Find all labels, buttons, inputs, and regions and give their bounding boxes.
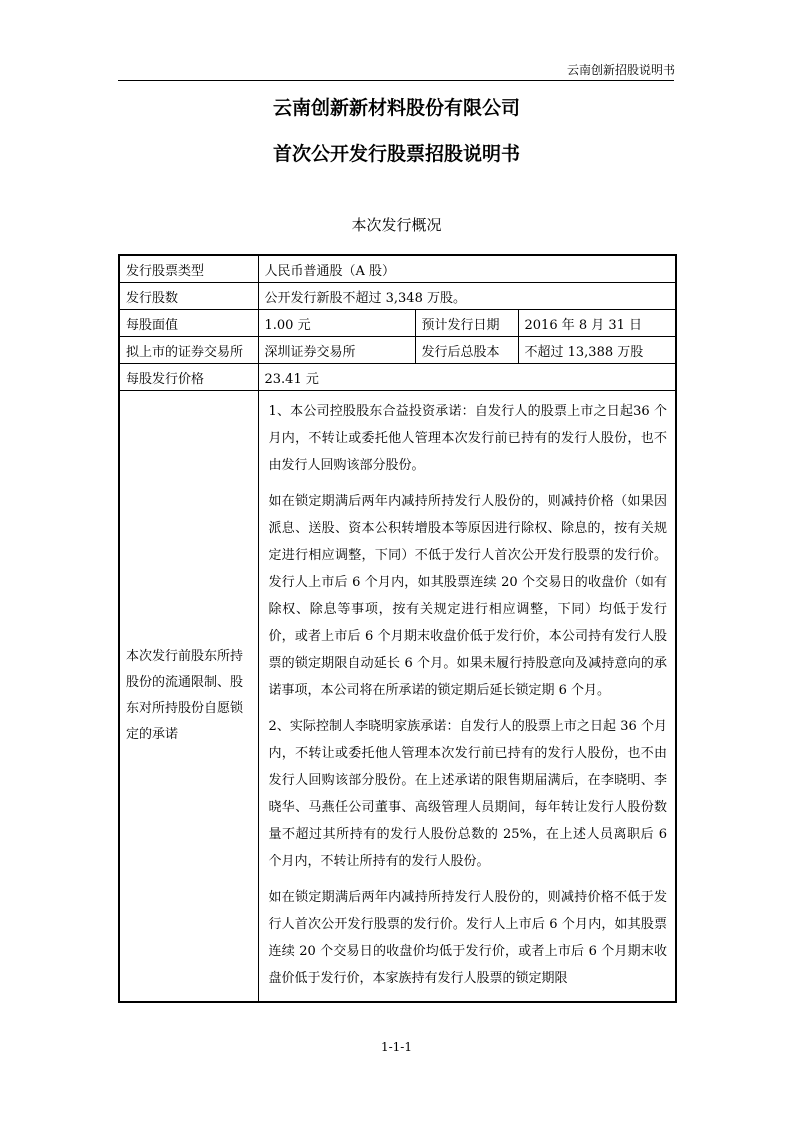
row-label: 发行股票类型 <box>119 255 258 283</box>
running-header: 云南创新招股说明书 <box>566 63 675 77</box>
table-row <box>119 283 676 310</box>
row-label: 每股面值 <box>119 310 258 337</box>
commitment-paragraph: 如在锁定期满后两年内减持所持发行人股份的，则减持价格不低于发行人首次公开发行股票的发行价。发行人上市后 6 个月内，如其股票连续 20 个交易日的收盘价均低于发行价，或者上市后 6 个月期末收盘价低于发行价，本家族持有发行人股票的锁定期限 <box>268 890 668 986</box>
table-row <box>119 391 676 1003</box>
row-label: 发行股数 <box>119 283 258 310</box>
document-title: 首次公开发行股票招股说明书 <box>272 143 520 165</box>
row-value: 1.00 元 <box>258 310 415 337</box>
row-value: 公开发行新股不超过 3,348 万股。 <box>258 283 676 310</box>
row-label-2: 发行后总股本 <box>415 337 518 364</box>
table-row <box>119 310 676 337</box>
table-row <box>119 364 676 391</box>
company-title: 云南创新新材料股份有限公司 <box>272 97 520 119</box>
row-value: 深圳证券交易所 <box>258 337 415 364</box>
table-row <box>119 255 676 283</box>
page-number: 1-1-1 <box>380 1040 412 1054</box>
row-value: 23.41 元 <box>258 364 676 391</box>
row-label-2: 预计发行日期 <box>415 310 518 337</box>
commitment-content <box>258 391 676 1003</box>
commitment-paragraph: 2、实际控制人李晓明家族承诺：自发行人的股票上市之日起 36 个月内，不转让或委托他人管理本次发行前已持有的发行人股份，也不由发行人回购该部分股份。在上述承诺的限售期届满后，在李晓明、李晓华、马燕任公司董事、高级管理人员期间，每年转让发行人股份数量不超过其所持有的发行人股份总数的 25%，在上述人员离职后 6 个月内，不转让所持有的发行人股份。 <box>268 719 668 869</box>
table-row <box>119 337 676 364</box>
commitment-label: 本次发行前股东所持股份的流通限制、股东对所持股份自愿锁定的承诺 <box>119 391 258 1003</box>
commitment-paragraph: 1、本公司控股股东合益投资承诺：自发行人的股票上市之日起36 个月内，不转让或委托他人管理本次发行前已持有的发行人股份，也不由发行人回购该部分股份。 <box>268 404 668 473</box>
row-label: 每股发行价格 <box>119 364 258 391</box>
offering-overview-table <box>118 254 677 1003</box>
row-value-2: 不超过 13,388 万股 <box>518 337 676 364</box>
row-label: 拟上市的证券交易所 <box>119 337 258 364</box>
header-divider <box>118 80 674 81</box>
commitment-paragraph: 如在锁定期满后两年内减持所持发行人股份的，则减持价格（如果因派息、送股、资本公积转增股本等原因进行除权、除息的，按有关规定进行相应调整，下同）不低于发行人首次公开发行股票的发行价。发行人上市后 6 个月内，如其股票连续 20 个交易日的收盘价（如有除权、除息等事项，按有关规定进行相应调整，下同）均低于发行价，或者上市后 6 个月期末收盘价低于发行价，本公司持有发行人股票的锁定期限自动延长 6 个月。如果未履行持股意向及减持意向的承诺事项，本公司将在所承诺的锁定期后延长锁定期 6 个月。 <box>268 494 668 698</box>
section-title: 本次发行概况 <box>351 216 442 234</box>
row-value: 人民币普通股（A 股） <box>258 255 676 283</box>
row-value-2: 2016 年 8 月 31 日 <box>518 310 676 337</box>
